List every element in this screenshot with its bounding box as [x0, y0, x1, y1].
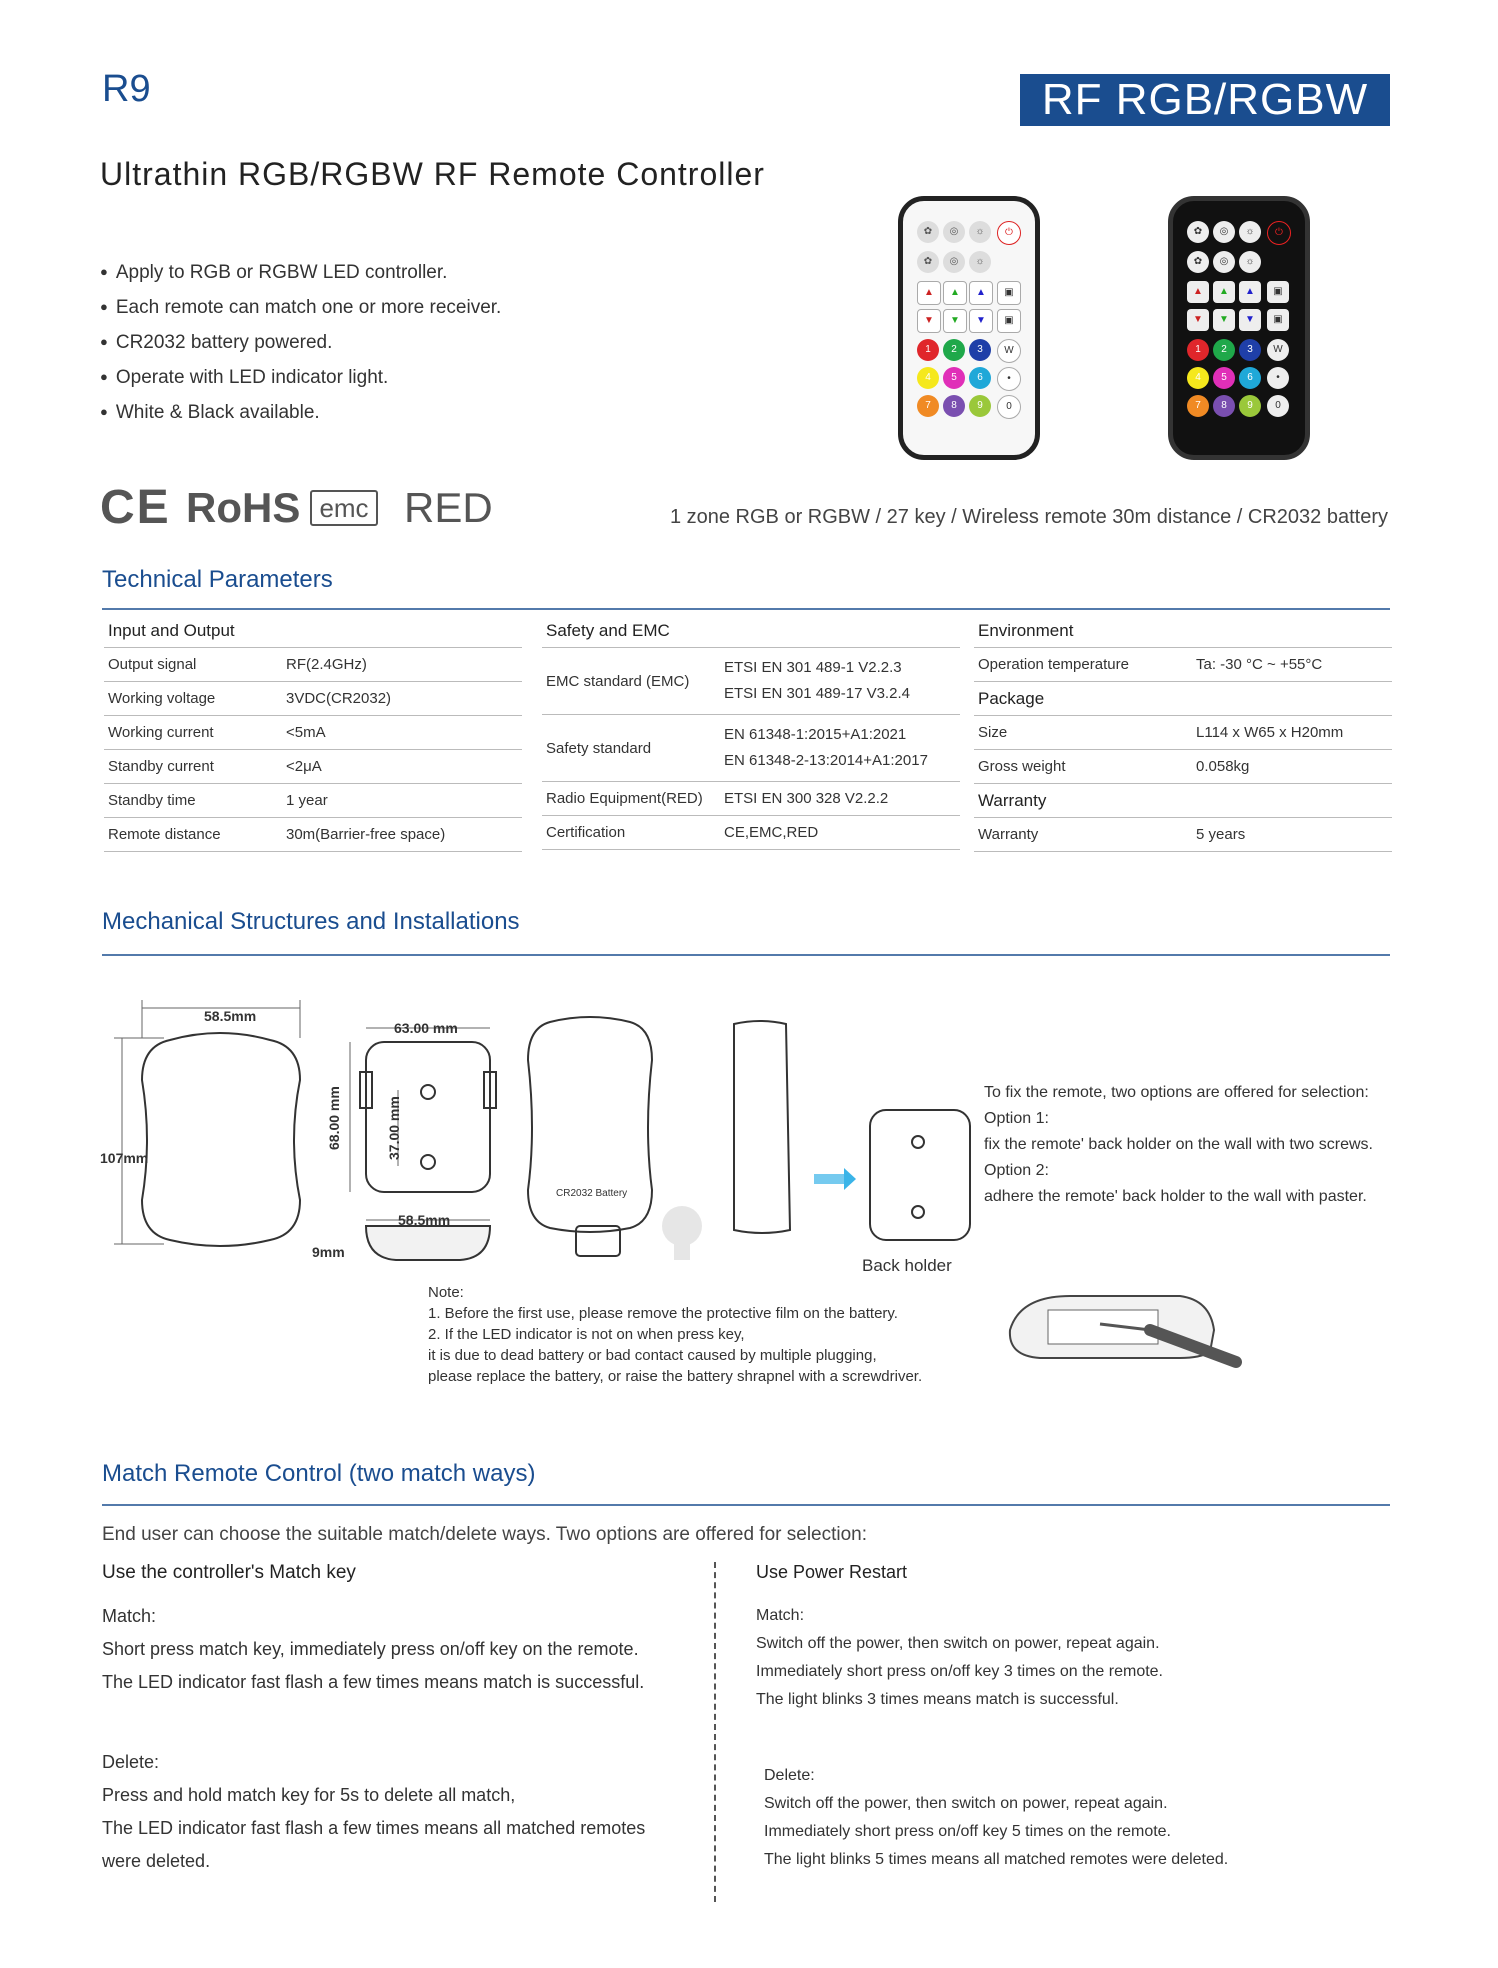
table-row: Operation temperature Ta: -30 °C ~ +55°C — [974, 648, 1392, 682]
white-key: W — [1267, 339, 1289, 361]
table-row: EMC standard (EMC) ETSI EN 301 489-1 V2.2.3 ETSI EN 301 489-17 V3.2.4 — [542, 648, 960, 715]
brightness-icon: ☼ — [1239, 221, 1261, 243]
white-remote-image — [898, 196, 1040, 460]
left-delete-block: Delete: Press and hold match key for 5s to delete all match, The LED indicator fast flash a few times means all matched remotes were deleted. — [102, 1752, 646, 1871]
dim-thickness: 9mm — [312, 1244, 345, 1260]
speed-icon: ◎ — [1213, 251, 1235, 273]
dot-key: • — [1267, 367, 1289, 389]
product-category-badge: RF RGB/RGBW — [1020, 74, 1390, 126]
note-heading: Note: — [428, 1284, 464, 1301]
product-summary: 1 zone RGB or RGBW / 27 key / Wireless remote 30m distance / CR2032 battery — [669, 506, 1388, 528]
color-key-lime: 9 — [1239, 395, 1261, 417]
color-key-blue: 3 — [969, 339, 991, 361]
section-divider — [102, 954, 1390, 956]
color-key-purple: 8 — [943, 395, 965, 417]
feature-item: ● Operate with LED indicator light. — [100, 359, 501, 394]
pause-icon: ▣ — [997, 309, 1021, 333]
color-key-magenta: 5 — [943, 367, 965, 389]
fix-option-2-label: Option 2: — [984, 1162, 1049, 1179]
note-line: 1. Before the first use, please remove the protective film on the battery. — [428, 1305, 898, 1322]
table-row: Safety standard EN 61348-1:2015+A1:2021 EN 61348-2-13:2014+A1:2017 — [542, 715, 960, 782]
dim-width-top: 58.5mm — [204, 1008, 257, 1024]
dot-key: • — [997, 367, 1021, 391]
note-block — [428, 1282, 988, 1387]
down-arrow-icon: ▼ — [1187, 309, 1209, 331]
pause-icon: ▣ — [1267, 309, 1289, 331]
back-holder-outline — [360, 1042, 496, 1192]
battery-replacement-illustration — [1000, 1290, 1250, 1380]
color-key-magenta: 5 — [1213, 367, 1235, 389]
dim-holder-width: 63.00 mm — [394, 1020, 458, 1036]
up-arrow-icon: ▲ — [1213, 281, 1235, 303]
table-row: Radio Equipment(RED) ETSI EN 300 328 V2.2.2 — [542, 782, 960, 816]
color-key-red: 1 — [917, 339, 939, 361]
mode-icon: ✿ — [1187, 221, 1209, 243]
color-key-green: 2 — [1213, 339, 1235, 361]
feature-item: ● White & Black available. — [100, 394, 501, 429]
left-match-block: Match: Short press match key, immediately press on/off key on the remote. The LED indicator fast flash a few times means match is successful. — [102, 1606, 645, 1692]
arrow-icon — [814, 1168, 856, 1190]
color-key-yellow: 4 — [917, 367, 939, 389]
dim-height-left: 107mm — [100, 1150, 149, 1166]
environment-table — [974, 614, 1392, 852]
input-output-table — [104, 614, 522, 852]
battery-label: CR2032 Battery — [556, 1188, 628, 1199]
fix-option-1-label: Option 1: — [984, 1110, 1049, 1127]
color-key-blue: 3 — [1239, 339, 1261, 361]
table-row: Size L114 x W65 x H20mm — [974, 716, 1392, 750]
down-arrow-icon: ▼ — [1213, 309, 1235, 331]
table-heading: Input and Output — [104, 614, 522, 648]
mechanical-title: Mechanical Structures and Installations — [102, 908, 520, 935]
color-key-green: 2 — [943, 339, 965, 361]
up-arrow-icon: ▲ — [917, 281, 941, 305]
fix-option-2-text: adhere the remote' back holder to the wall with paster. — [984, 1188, 1367, 1205]
dim-base-width: 58.5mm — [398, 1212, 451, 1228]
color-key-lime: 9 — [969, 395, 991, 417]
feature-item: ● CR2032 battery powered. — [100, 324, 501, 359]
table-row: Remote distance 30m(Barrier-free space) — [104, 818, 522, 852]
color-key-cyan: 6 — [1239, 367, 1261, 389]
remote-front-outline — [142, 1033, 300, 1246]
feature-item: ● Each remote can match one or more receiver. — [100, 289, 501, 324]
left-heading: Use the controller's Match key — [102, 1562, 356, 1583]
black-remote-image — [1168, 196, 1310, 460]
back-holder-label: Back holder — [862, 1256, 952, 1275]
remote-side-thin — [734, 1021, 790, 1233]
table-row: Working voltage 3VDC(CR2032) — [104, 682, 522, 716]
red-logo: RED — [404, 484, 493, 531]
match-title: Match Remote Control (two match ways) — [102, 1460, 536, 1487]
play-icon: ▣ — [997, 281, 1021, 305]
fix-heading: To fix the remote, two options are offered for selection: — [984, 1084, 1369, 1101]
color-key-cyan: 6 — [969, 367, 991, 389]
right-heading: Use Power Restart — [756, 1562, 908, 1582]
speed-icon: ◎ — [1213, 221, 1235, 243]
ce-logo: CE — [100, 481, 171, 534]
table-row: Gross weight 0.058kg — [974, 750, 1392, 784]
speed-icon: ◎ — [943, 251, 965, 273]
table-heading: Warranty — [974, 784, 1392, 818]
brightness-icon: ☼ — [969, 221, 991, 243]
technical-parameters-title: Technical Parameters — [102, 566, 333, 593]
power-icon: ⏻ — [997, 221, 1021, 245]
model-name: R9 — [102, 68, 151, 110]
section-divider — [102, 1504, 1390, 1506]
table-row: Certification CE,EMC,RED — [542, 816, 960, 850]
fix-option-1-text: fix the remote' back holder on the wall with two screws. — [984, 1136, 1373, 1153]
table-row: Standby time 1 year — [104, 784, 522, 818]
down-arrow-icon: ▼ — [1239, 309, 1261, 331]
play-icon: ▣ — [1267, 281, 1289, 303]
emc-logo: emc — [310, 490, 378, 526]
table-row: Working current <5mA — [104, 716, 522, 750]
note-line: please replace the battery, or raise the battery shrapnel with a screwdriver. — [428, 1368, 923, 1385]
match-intro: End user can choose the suitable match/delete ways. Two options are offered for selection: — [102, 1524, 868, 1545]
mode-icon: ✿ — [1187, 251, 1209, 273]
mode-icon: ✿ — [917, 251, 939, 273]
color-key-red: 1 — [1187, 339, 1209, 361]
remote-side-outline — [366, 1226, 490, 1260]
remote-back-outline — [528, 1017, 652, 1256]
table-heading: Package — [974, 682, 1392, 716]
zero-key: 0 — [1267, 395, 1289, 417]
brightness-icon: ☼ — [1239, 251, 1261, 273]
color-key-orange: 7 — [917, 395, 939, 417]
color-key-purple: 8 — [1213, 395, 1235, 417]
down-arrow-icon: ▼ — [917, 309, 941, 333]
speed-icon: ◎ — [943, 221, 965, 243]
right-delete-block: Delete: Switch off the power, then switch on power, repeat again. Immediately short press on/off key 5 times on the remote. The light blinks 5 times means all matched remotes were deleted. — [764, 1767, 1229, 1868]
up-arrow-icon: ▲ — [1187, 281, 1209, 303]
page-title: Ultrathin RGB/RGBW RF Remote Controller — [100, 156, 765, 192]
sticker-outline — [662, 1206, 702, 1260]
up-arrow-icon: ▲ — [969, 281, 993, 305]
table-row: Output signal RF(2.4GHz) — [104, 648, 522, 682]
dim-holder-height: 68.00 mm — [326, 1086, 342, 1150]
mode-icon: ✿ — [917, 221, 939, 243]
up-arrow-icon: ▲ — [943, 281, 967, 305]
table-heading: Environment — [974, 614, 1392, 648]
color-key-yellow: 4 — [1187, 367, 1209, 389]
up-arrow-icon: ▲ — [1239, 281, 1261, 303]
holder-3d-outline — [870, 1110, 970, 1240]
white-key: W — [997, 339, 1021, 363]
table-heading: Safety and EMC — [542, 614, 960, 648]
down-arrow-icon: ▼ — [969, 309, 993, 333]
fix-instructions — [984, 1080, 1394, 1210]
column-divider — [714, 1562, 716, 1902]
table-row: Standby current <2μA — [104, 750, 522, 784]
feature-item: ● Apply to RGB or RGBW LED controller. — [100, 254, 501, 289]
note-line: it is due to dead battery or bad contact caused by multiple plugging, — [428, 1347, 877, 1364]
down-arrow-icon: ▼ — [943, 309, 967, 333]
color-key-orange: 7 — [1187, 395, 1209, 417]
safety-emc-table — [542, 614, 960, 850]
dim-holder-inner: 37.00 mm — [386, 1096, 402, 1160]
rohs-logo: RoHS — [186, 484, 301, 531]
section-divider — [102, 608, 1390, 610]
mechanical-drawings — [100, 990, 980, 1290]
feature-list — [100, 254, 501, 429]
zero-key: 0 — [997, 395, 1021, 419]
power-icon: ⏻ — [1267, 221, 1291, 245]
brightness-icon: ☼ — [969, 251, 991, 273]
table-row: Warranty 5 years — [974, 818, 1392, 852]
note-line: 2. If the LED indicator is not on when press key, — [428, 1326, 745, 1343]
right-match-block: Match: Switch off the power, then switch on power, repeat again. Immediately short press on/off key 3 times on the remote. The light blinks 3 times means match is successful. — [756, 1607, 1163, 1708]
